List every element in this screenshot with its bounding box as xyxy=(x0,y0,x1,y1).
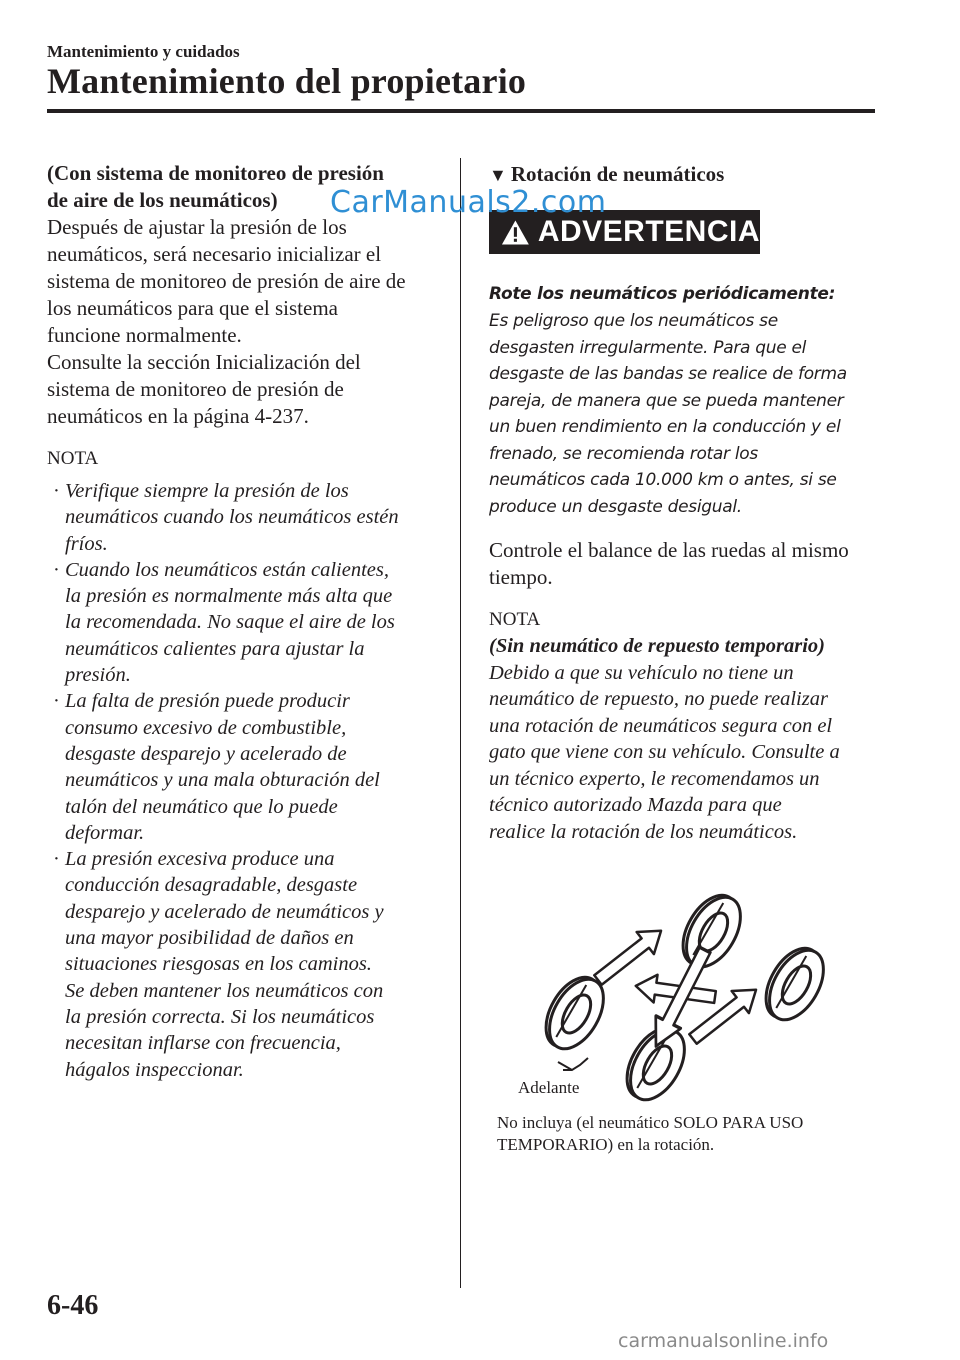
text-line: TEMPORARIO) en la rotación. xyxy=(497,1135,715,1154)
text-line: técnico autorizado Mazda para que xyxy=(489,794,782,816)
footer-site-link[interactable]: carmanualsonline.info xyxy=(618,1330,829,1352)
nota-bullet xyxy=(47,846,442,1083)
warning-body xyxy=(489,308,879,520)
nota-label: NOTA xyxy=(489,609,541,630)
text-line: funcione normalmente. xyxy=(47,323,242,347)
text-line: neumático de repuesto, no puede realizar xyxy=(489,688,828,710)
text-line: necesitan inflarse con frecuencia, xyxy=(65,1032,341,1055)
text-line: Cuando los neumáticos están calientes, xyxy=(65,558,389,581)
text-line: La falta de presión puede producir xyxy=(65,690,350,713)
text-line: presión. xyxy=(65,664,131,687)
bullet-mark: · xyxy=(53,480,60,502)
left-column xyxy=(47,160,442,1083)
text-line: talón del neumático que lo puede xyxy=(65,795,338,818)
nota-body xyxy=(489,660,879,846)
text-line: la presión correcta. Si los neumáticos xyxy=(65,1005,375,1028)
text-line: una mayor posibilidad de daños en xyxy=(65,927,354,950)
text-line: situaciones riesgosas en los caminos. xyxy=(65,953,372,976)
text-line: neumáticos calientes para ajustar la xyxy=(65,637,365,660)
text-line: la presión es normalmente más alta que xyxy=(65,585,393,608)
front-direction-icon xyxy=(558,1058,588,1070)
tpms-heading-line-1: (Con sistema de monitoreo de presión xyxy=(47,161,384,185)
text-line: deformar. xyxy=(65,821,145,844)
right-column xyxy=(489,160,879,845)
diagram-caption xyxy=(497,1112,877,1156)
page-number: 6-46 xyxy=(47,1290,99,1321)
text-line: una rotación de neumáticos segura con el xyxy=(489,714,833,737)
text-line: neumáticos, será necesario inicializar el xyxy=(47,242,382,266)
text-line: pareja, de manera que se pueda mantener xyxy=(489,390,844,411)
nota-bullet xyxy=(47,557,442,688)
text-line: neumáticos y una mala obturación del xyxy=(65,769,380,792)
text-line: produce un desgaste desigual. xyxy=(489,496,742,517)
heading-triangle-icon: ▼ xyxy=(489,165,507,185)
text-line: realice la rotación de los neumáticos. xyxy=(489,820,798,843)
text-line: Se deben mantener los neumáticos con xyxy=(65,979,384,1002)
text-line: sistema de monitoreo de presión de aire de xyxy=(47,269,406,293)
text-line: neumáticos cuando los neumáticos estén xyxy=(65,506,399,529)
text-line: Después de ajustar la presión de los xyxy=(47,215,347,239)
watermark: CarManuals2.com xyxy=(330,185,607,220)
text-line: hágalos inspeccionar. xyxy=(65,1058,244,1081)
text-line: los neumáticos para que el sistema xyxy=(47,296,338,320)
tire-front-right xyxy=(672,890,752,976)
bullet-mark: · xyxy=(53,690,60,713)
page-reference-line: neumáticos en la página 4-237. xyxy=(47,404,309,428)
nota-bullet xyxy=(47,688,442,846)
warning-triangle-icon xyxy=(501,219,530,246)
text-line: Controle el balance de las ruedas al mismo xyxy=(489,538,849,562)
text-line: un técnico experto, le recomendamos un xyxy=(489,767,820,790)
text-line: tiempo. xyxy=(489,565,553,589)
text-line: desparejo y acelerado de neumáticos y xyxy=(65,900,384,923)
text-line: No incluya (el neumático SOLO PARA USO xyxy=(497,1113,804,1132)
tpms-paragraph-1 xyxy=(47,214,442,349)
nota-bullet xyxy=(47,478,442,557)
text-line: desgaste desparejo y acelerado de xyxy=(65,742,347,765)
header-rule xyxy=(47,109,875,113)
text-line: Debido a que su vehículo no tiene un xyxy=(489,661,794,684)
text-line: desgasten irregularmente. Para que el xyxy=(489,337,807,358)
column-divider xyxy=(460,158,461,1288)
text-line: un buen rendimiento en la conducción y el xyxy=(489,417,841,437)
text-line: Consulte la sección Inicialización del xyxy=(47,350,361,374)
text-line: gato que viene con su vehículo. Consulte a xyxy=(489,741,840,763)
text-line: desgaste de las bandas se realice de forma xyxy=(489,364,847,384)
page-title: Mantenimiento del propietario xyxy=(47,61,527,101)
text-line: Verifique siempre la presión de los xyxy=(65,480,349,502)
text-line: frenado, se recomienda rotar los xyxy=(489,443,758,464)
nota-bullet-list xyxy=(47,478,442,1083)
nota-label: NOTA xyxy=(47,448,99,469)
nota-heading: (Sin neumático de repuesto temporario) xyxy=(489,635,825,657)
text-line: la recomendada. No saque el aire de los xyxy=(65,611,395,634)
warning-lead: Rote los neumáticos periódicamente: xyxy=(489,284,836,304)
text-line: consumo excesivo de combustible, xyxy=(65,716,347,739)
warning-label: ADVERTENCIA xyxy=(537,215,760,248)
text-line: La presión excesiva produce una xyxy=(65,848,335,871)
bullet-mark: · xyxy=(53,848,60,871)
front-label: Adelante xyxy=(518,1078,580,1097)
rotation-heading-text: Rotación de neumáticos xyxy=(510,162,725,186)
text-line: sistema de monitoreo de presión de xyxy=(47,377,344,401)
text-line: fríos. xyxy=(65,532,108,555)
text-line: conducción desagradable, desgaste xyxy=(65,874,358,897)
text-line: Es peligroso que los neumáticos se xyxy=(489,311,778,331)
tire-rotation-diagram xyxy=(510,890,840,1105)
balance-paragraph xyxy=(489,537,879,591)
text-line: neumáticos cada 10.000 km o antes, si se xyxy=(489,470,837,490)
tire-rear-right xyxy=(755,939,835,1029)
section-label: Mantenimiento y cuidados xyxy=(47,42,240,61)
tpms-heading-line-2: de aire de los neumáticos) xyxy=(47,188,278,212)
tpms-paragraph-2 xyxy=(47,349,442,430)
bullet-mark: · xyxy=(53,558,60,581)
